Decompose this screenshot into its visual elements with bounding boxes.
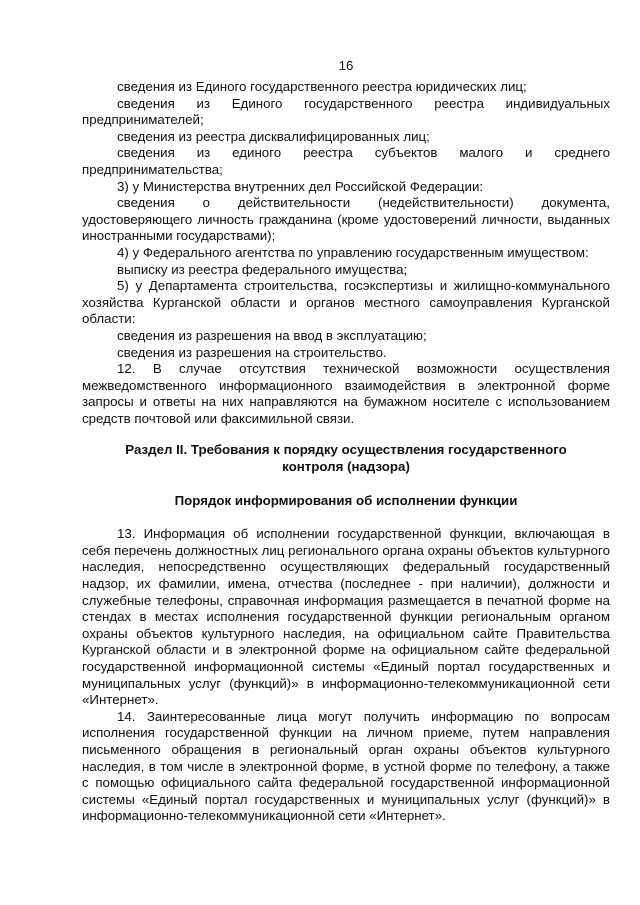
- paragraph: сведения из Единого государственного реестра индивидуальных предпринимателей;: [82, 95, 610, 128]
- paragraph: 4) у Федерального агентства по управлению государственным имуществом:: [117, 244, 589, 260]
- paragraph: сведения о действительности (недействительности) документа, удостоверяющего личность гражданина (кроме удостоверений личности, выданных иностранными государствами);: [82, 195, 610, 244]
- document-body: [82, 79, 610, 825]
- paragraph: 13. Информация об исполнении государственной функции, включающая в себя перечень должностных лиц регионального органа охраны объектов культурного наследия, непосредственно осуществляющих федеральный государственный надзор, их фамилии, имена, отчества (последнее - при наличии), должности и служебные телефоны, справочная информация размещается в печатной форме на стендах в местах исполнения государственной функции региональным органом охраны объектов культурного наследия, на официальном сайте Правительства Курганской области и в электронной форме на официальном сайте федеральной государственной информационной системы «Единый портал государственных и муниципальных услуг (функций)» в информационно-телекоммуникационной сети «Интернет».: [82, 526, 610, 708]
- paragraph: 14. Заинтересованные лица могут получить информацию по вопросам исполнения государственной функции на личном приеме, путем направления письменного обращения в региональный орган охраны объектов культурного наследия, в том числе в электронной форме, в устной форме по телефону, а также с помощью официального сайта федеральной государственной информационной системы «Единый портал государственных и муниципальных услуг (функций)» в информационно-телекоммуникационной сети «Интернет».: [82, 708, 610, 824]
- paragraph: сведения из Единого государственного реестра юридических лиц;: [117, 79, 527, 94]
- paragraph: 12. В случае отсутствия технической возможности осуществления межведомственного информационного взаимодействия в электронной форме запросы и ответы на них направляются на бумажном носителе с использованием средств почтовой или факсимильной связи.: [82, 361, 610, 426]
- paragraph: сведения из единого реестра субъектов малого и среднего предпринимательства;: [82, 145, 610, 177]
- paragraph: сведения из разрешения на ввод в эксплуатацию;: [117, 327, 427, 343]
- paragraph: 5) у Департамента строительства, госэкспертизы и жилищно-коммунального хозяйства Курганской области и органов местного самоуправления Курганской области:: [82, 278, 610, 327]
- subsection-title: Порядок информирования об исполнении функции: [174, 492, 518, 508]
- paragraph: сведения из реестра дисквалифицированных лиц;: [117, 128, 430, 144]
- section-title: Раздел II. Требования к порядку осуществления государственного контроля (надзора): [125, 442, 567, 475]
- paragraph: 3) у Министерства внутренних дел Российской Федерации:: [117, 178, 484, 194]
- page-number: 16: [338, 58, 354, 73]
- paragraph: выписку из реестра федерального имущества;: [117, 261, 408, 277]
- paragraph: сведения из разрешения на строительство.: [117, 344, 387, 360]
